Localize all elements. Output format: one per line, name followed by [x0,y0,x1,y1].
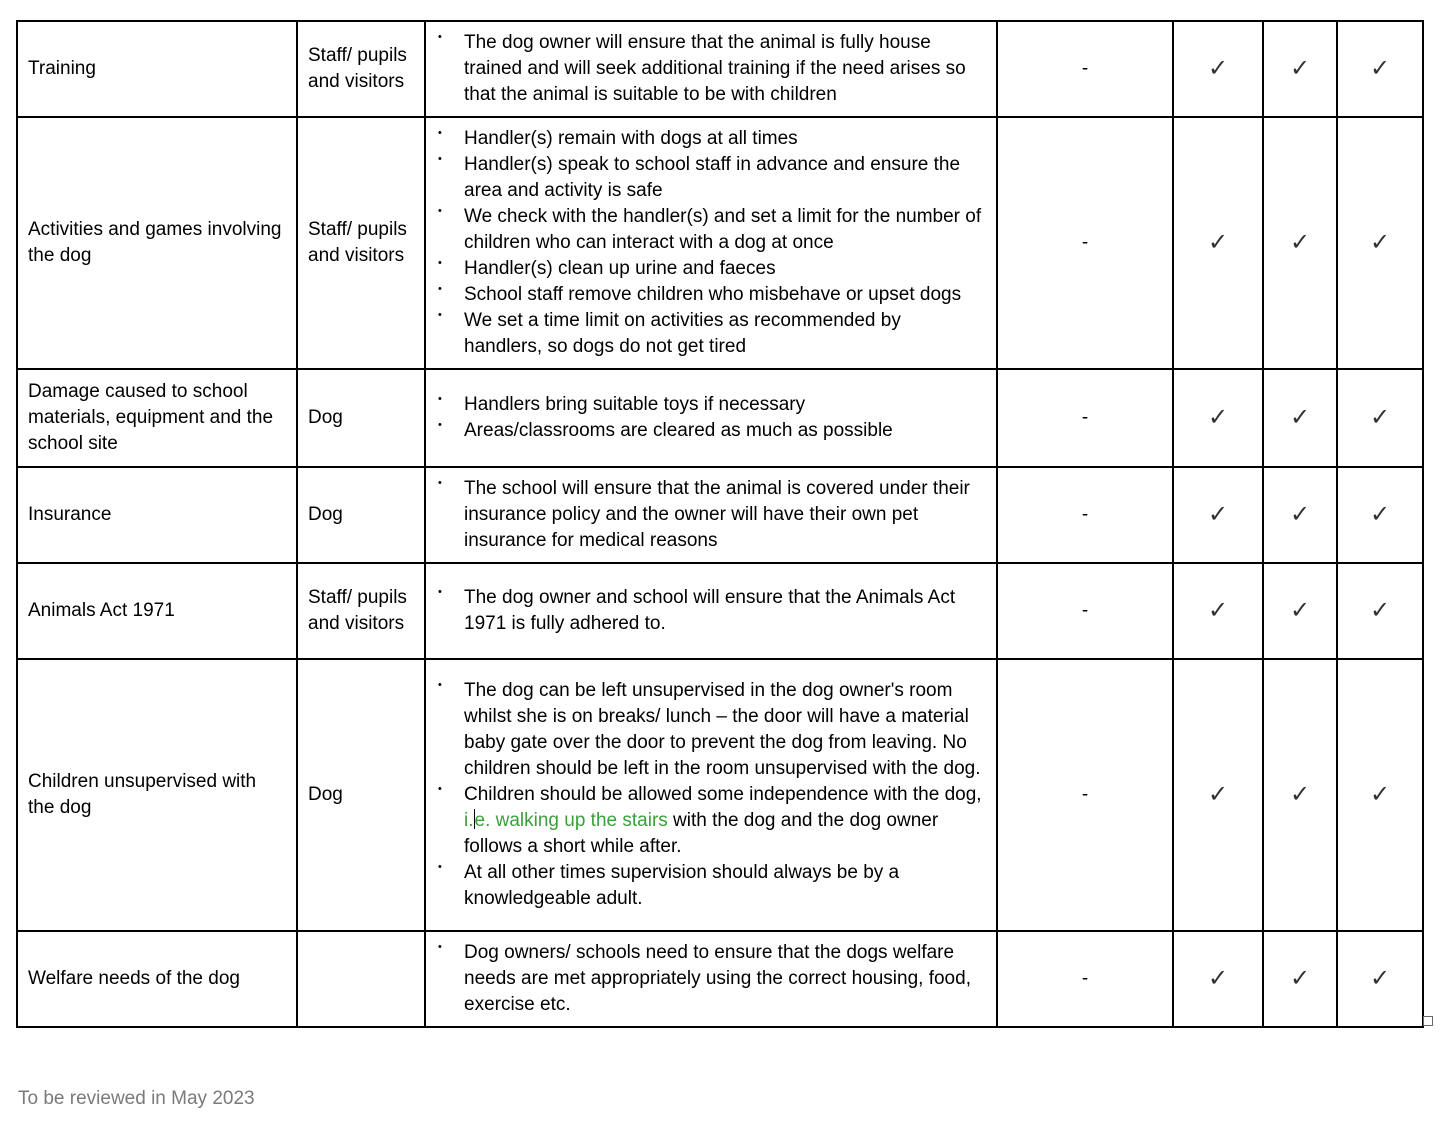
hazard-cell: Animals Act 1971 [17,563,297,659]
check-mark-icon: ✓ [1207,402,1229,431]
highlighted-text: e. walking up the stairs [474,810,668,831]
control-item: • Handler(s) speak to school staff in advance and ensure the area and activity is safe [438,152,984,204]
hazard-cell: Activities and games involving the dog [17,117,297,369]
check-mark-icon: ✓ [1369,227,1391,256]
hazard-cell: Insurance [17,467,297,563]
control-item: • We check with the handler(s) and set a limit for the number of children who can interact with a dog at once [438,204,984,256]
table-row [17,369,1423,467]
control-item[interactable] [438,782,984,860]
further-action-cell: - [997,467,1173,563]
check-mark-icon: ✓ [1289,963,1311,992]
controls-cell [425,369,997,467]
check-mark-icon: ✓ [1289,53,1311,82]
check-mark-icon: ✓ [1369,963,1391,992]
hazard-cell: Damage caused to school materials, equipment and the school site [17,369,297,467]
control-item: • Handler(s) remain with dogs at all times [438,126,984,152]
table-row [17,931,1423,1027]
controls-cell [425,21,997,117]
check-mark-icon: ✓ [1289,402,1311,431]
check-mark-icon: ✓ [1207,779,1229,808]
hazard-cell: Welfare needs of the dog [17,931,297,1027]
who-cell: Dog [297,369,425,467]
further-action-cell: - [997,931,1173,1027]
who-cell: Staff/ pupils and visitors [297,563,425,659]
check-mark-icon: ✓ [1289,227,1311,256]
table-row [17,117,1423,369]
control-text: with the dog and the dog owner follows a short while after. [464,810,939,857]
table-resize-handle[interactable] [1423,1016,1433,1026]
check-mark-icon: ✓ [1369,595,1391,624]
control-item: • The dog owner will ensure that the animal is fully house trained and will seek additional training if the need arises so that the animal is suitable to be with children [438,30,984,108]
highlighted-text: i. [464,810,474,831]
risk-assessment-table [16,20,1424,1028]
table-row [17,563,1423,659]
check-mark-icon: ✓ [1369,499,1391,528]
control-item: • At all other times supervision should always be by a knowledgeable adult. [438,860,984,912]
control-item: • Handlers bring suitable toys if necessary [438,392,984,418]
further-action-cell: - [997,369,1173,467]
who-cell: Staff/ pupils and visitors [297,21,425,117]
who-cell [297,931,425,1027]
who-cell: Dog [297,467,425,563]
check-mark-icon: ✓ [1207,963,1229,992]
review-date-note: To be reviewed in May 2023 [18,1088,255,1109]
check-mark-icon: ✓ [1289,779,1311,808]
controls-cell [425,931,997,1027]
further-action-cell: - [997,117,1173,369]
table-row [17,21,1423,117]
control-item: • Areas/classrooms are cleared as much as possible [438,418,984,444]
control-item: • We set a time limit on activities as recommended by handlers, so dogs do not get tired [438,308,984,360]
control-item: • Dog owners/ schools need to ensure that the dogs welfare needs are met appropriately using the correct housing, food, exercise etc. [438,940,984,1018]
check-mark-icon: ✓ [1207,53,1229,82]
table-row [17,467,1423,563]
check-mark-icon: ✓ [1289,499,1311,528]
control-item: • The dog owner and school will ensure that the Animals Act 1971 is fully adhered to. [438,585,984,637]
table-row [17,659,1423,931]
controls-cell [425,117,997,369]
check-mark-icon: ✓ [1369,779,1391,808]
who-cell: Staff/ pupils and visitors [297,117,425,369]
check-mark-icon: ✓ [1289,595,1311,624]
controls-cell [425,467,997,563]
check-mark-icon: ✓ [1207,595,1229,624]
control-item: • School staff remove children who misbehave or upset dogs [438,282,984,308]
check-mark-icon: ✓ [1207,227,1229,256]
check-mark-icon: ✓ [1207,499,1229,528]
hazard-cell: Training [17,21,297,117]
further-action-cell: - [997,21,1173,117]
check-mark-icon: ✓ [1369,402,1391,431]
further-action-cell: - [997,659,1173,931]
controls-cell [425,563,997,659]
who-cell: Dog [297,659,425,931]
control-text: Children should be allowed some independence with the dog, [464,784,982,805]
check-mark-icon: ✓ [1369,53,1391,82]
control-item: • The school will ensure that the animal is covered under their insurance policy and the owner will have their own pet insurance for medical reasons [438,476,984,554]
hazard-cell: Children unsupervised with the dog [17,659,297,931]
control-item: • Handler(s) clean up urine and faeces [438,256,984,282]
control-item: • The dog can be left unsupervised in the dog owner's room whilst she is on breaks/ lunch – the door will have a material baby gate over the door to prevent the dog from leaving. No children should be left in the room unsupervised with the dog. [438,678,984,782]
controls-cell [425,659,997,931]
further-action-cell: - [997,563,1173,659]
